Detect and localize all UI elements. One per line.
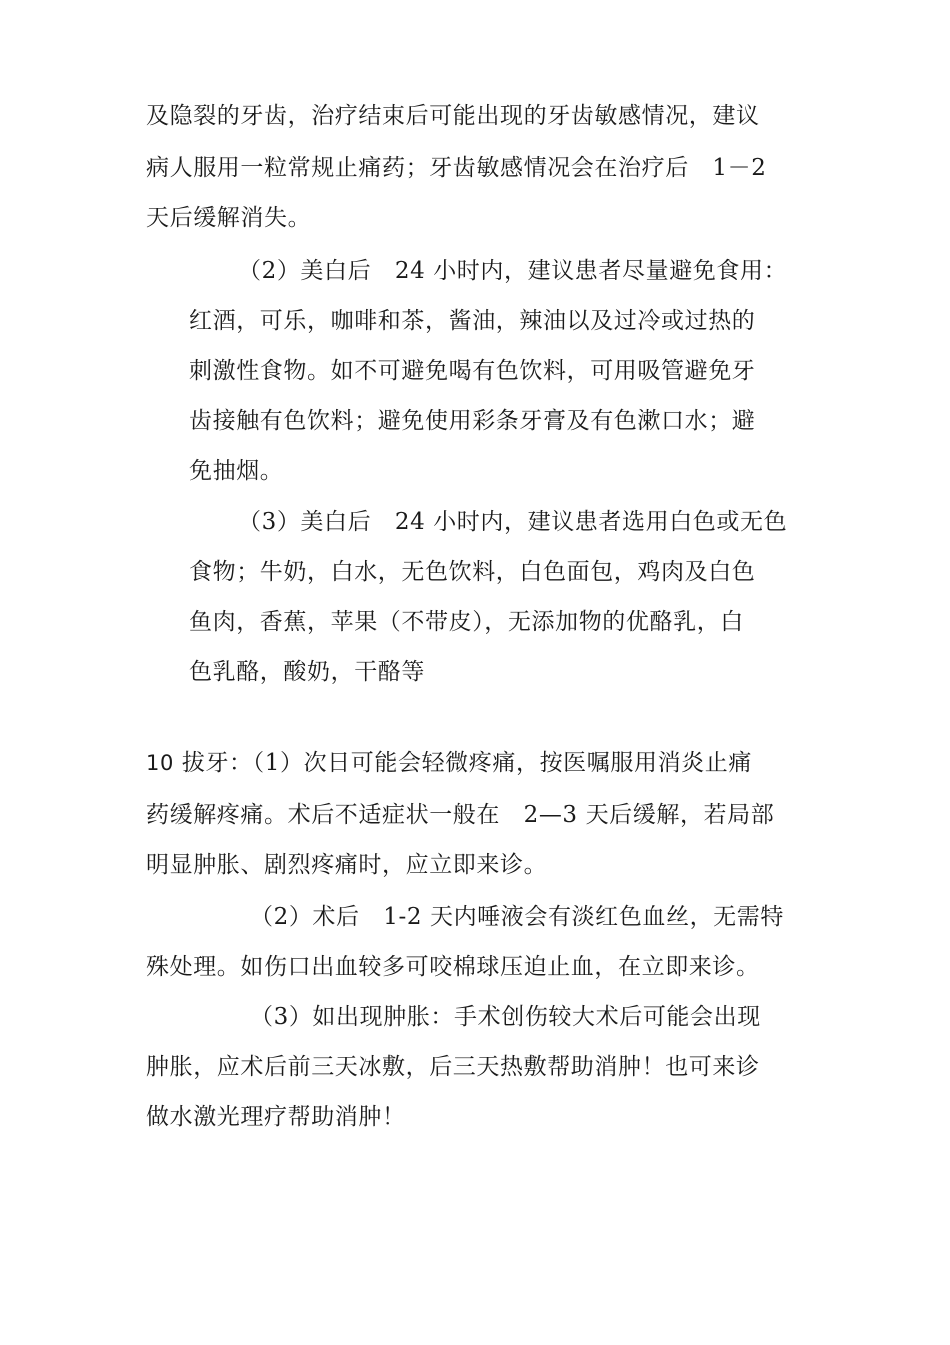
s10-p1-line-1 xyxy=(146,748,752,778)
s10-p2-line-2: 殊处理。如伤口出血较多可咬棉球压迫止血，在立即来诊。 xyxy=(146,954,760,980)
section-number: 10 xyxy=(146,751,174,775)
s9-p2-line-3: 刺激性食物。如不可避免喝有色饮料，可用吸管避免牙 xyxy=(189,358,756,384)
s9-p3-line-1: （3）美白后 24 小时内，建议患者选用白色或无色 xyxy=(238,509,788,535)
s10-p2-line-1: （2）术后 1-2 天内唾液会有淡红色血丝，无需特 xyxy=(250,904,784,930)
s9-p3-line-3: 鱼肉，香蕉，苹果（不带皮），无添加物的优酪乳，白 xyxy=(189,609,744,635)
s10-p3-line-3: 做水激光理疗帮助消肿！ xyxy=(146,1104,406,1130)
s10-p1-line-1-text: 拔牙：（1）次日可能会轻微疼痛，按医嘱服用消炎止痛 xyxy=(181,750,752,776)
s10-p3-line-2: 肿胀，应术后前三天冰敷，后三天热敷帮助消肿！也可来诊 xyxy=(146,1054,760,1080)
s9-p2-line-5: 免抽烟。 xyxy=(189,458,284,484)
s10-p3-line-1: （3）如出现肿胀：手术创伤较大术后可能会出现 xyxy=(250,1004,761,1030)
s9-p1-line-1: 及隐裂的牙齿，治疗结束后可能出现的牙齿敏感情况，建议 xyxy=(146,103,760,129)
s9-p2-line-1: （2）美白后 24 小时内，建议患者尽量避免食用： xyxy=(238,258,788,284)
s9-p1-line-2: 病人服用一粒常规止痛药；牙齿敏感情况会在治疗后 1－2 xyxy=(146,155,767,181)
s9-p3-line-4: 色乳酪，酸奶，干酪等 xyxy=(189,659,425,685)
s10-p1-line-2: 药缓解疼痛。术后不适症状一般在 2—3 天后缓解，若局部 xyxy=(146,802,775,828)
s10-p1-line-3: 明显肿胀、剧烈疼痛时，应立即来诊。 xyxy=(146,852,548,878)
s9-p2-line-4: 齿接触有色饮料；避免使用彩条牙膏及有色漱口水；避 xyxy=(189,408,756,434)
s9-p3-line-2: 食物；牛奶，白水，无色饮料，白色面包，鸡肉及白色 xyxy=(189,559,756,585)
s9-p1-line-3: 天后缓解消失。 xyxy=(146,205,312,231)
s9-p2-line-2: 红酒，可乐，咖啡和茶，酱油，辣油以及过冷或过热的 xyxy=(189,308,756,334)
